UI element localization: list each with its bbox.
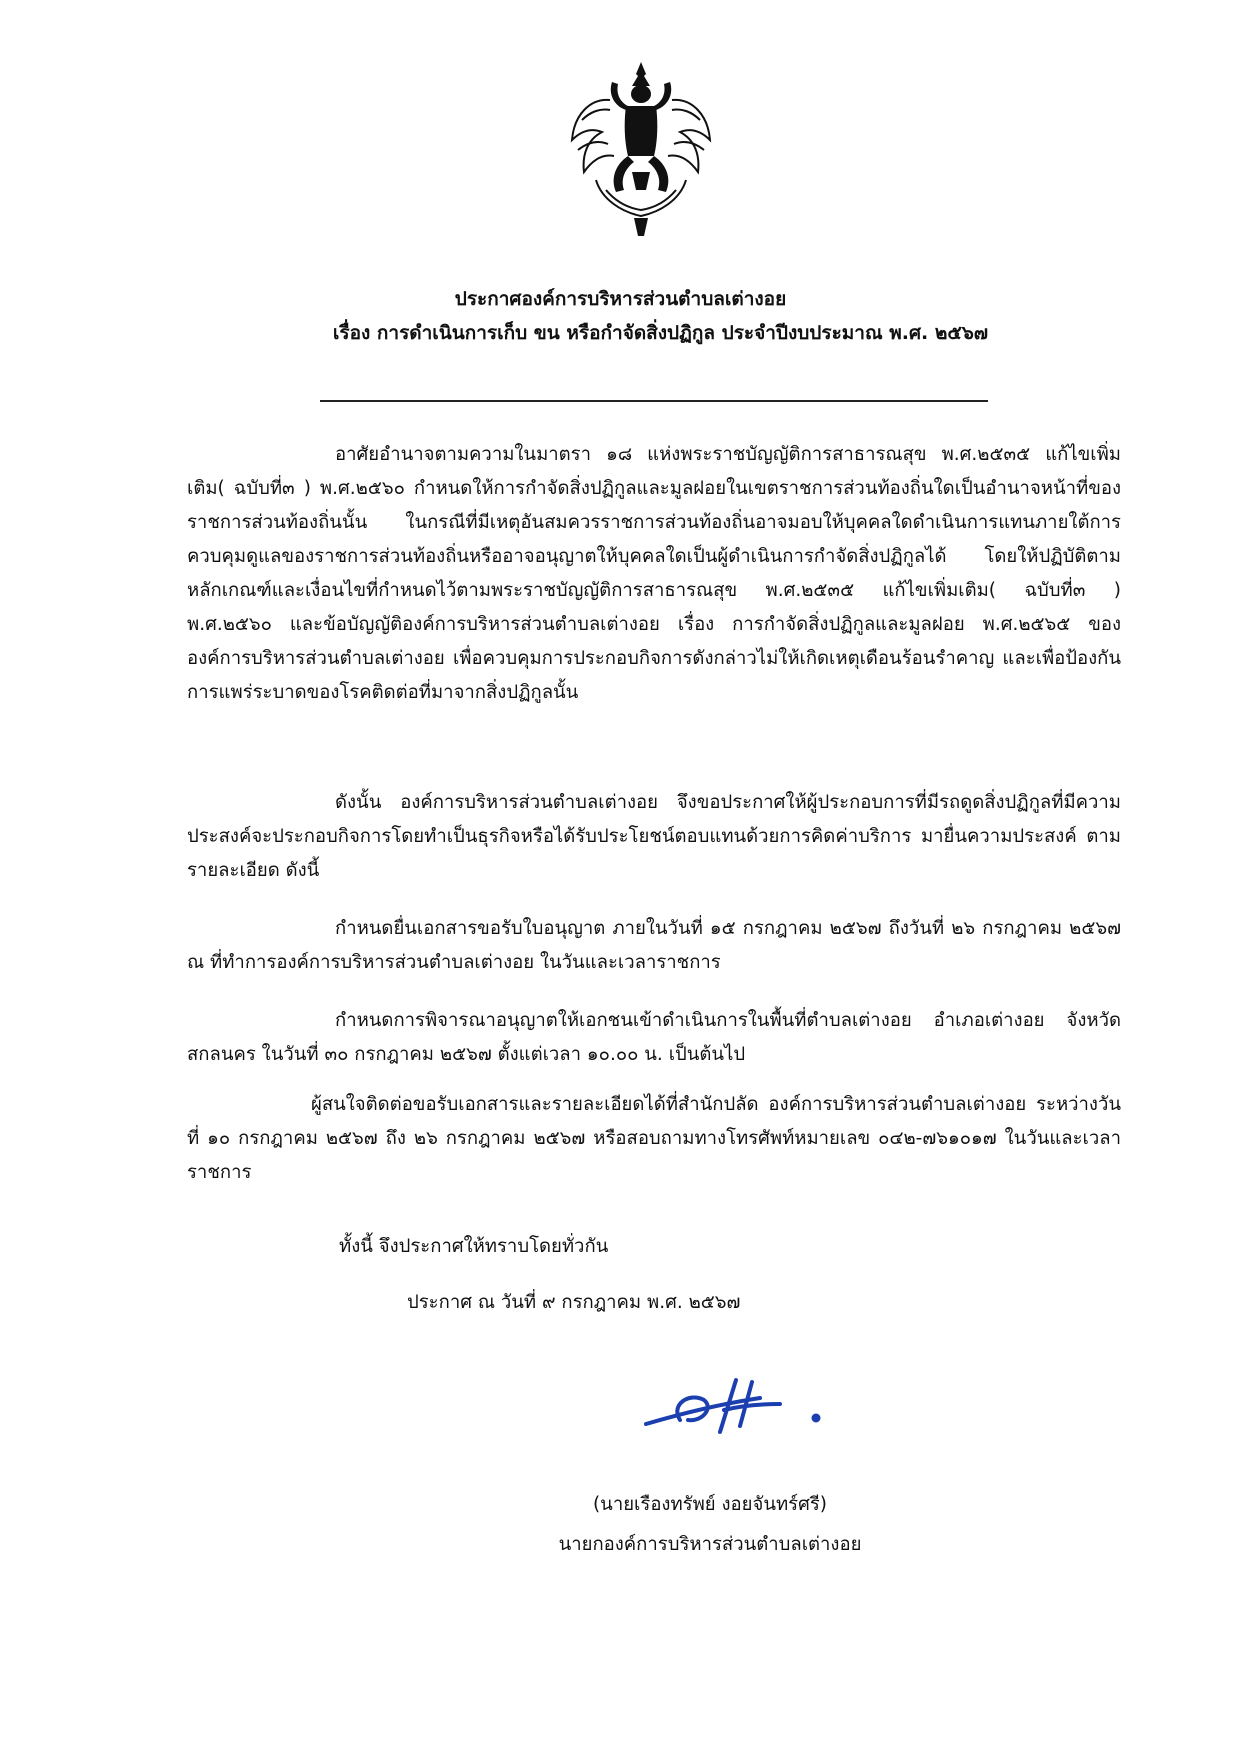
divider-line <box>320 400 988 402</box>
announcement-title: ประกาศองค์การบริหารส่วนตำบลเต่างอย <box>454 288 787 310</box>
signature-image <box>640 1374 840 1446</box>
paragraph-authority <box>187 438 1121 710</box>
announcement-subject: เรื่อง การดำเนินการเก็บ ขน หรือกำจัดสิ่งปฏิกูล ประจำปีงบประมาณ พ.ศ. ๒๕๖๗ <box>332 322 989 344</box>
paragraph-invitation <box>187 786 1121 888</box>
paragraph-text: กำหนดยื่นเอกสารขอรับใบอนุญาต ภายในวันที่ ๑๕ กรกฎาคม ๒๕๖๗ ถึงวันที่ ๒๖ กรกฎาคม ๒๕๖๗ ณ ที่ทำการองค์การบริหารส่วนตำบลเต่างอย ในวันและเวลาราชการ <box>187 918 1121 973</box>
garuda-emblem-icon <box>562 60 720 238</box>
signer-position: นายกองค์การบริหารส่วนตำบลเต่างอย <box>558 1534 862 1555</box>
paragraph-text: อาศัยอำนาจตามความในมาตรา ๑๘ แห่งพระราชบัญญัติการสาธารณสุข พ.ศ.๒๕๓๕ แก้ไขเพิ่มเติม( ฉบับที่๓ ) พ.ศ.๒๕๖๐ กำหนดให้การกำจัดสิ่งปฏิกูลและมูลฝอยในเขตราชการส่วนท้องถิ่นใดเป็นอำนาจหน้าที่ของราชการส่วนท้องถิ่นนั้น ในกรณีที่มีเหตุอันสมควรราชการส่วนท้องถิ่นอาจมอบให้บุคคลใดดำเนินการแทนภายใต้การควบคุมดูแลของราชการส่วนท้องถิ่นหรืออาจอนุญาตให้บุคคลใดเป็นผู้ดำเนินการกำจัดสิ่งปฏิกูลได้ โดยให้ปฏิบัติตามหลักเกณฑ์และเงื่อนไขที่กำหนดไว้ตามพระราชบัญญัติการสาธารณสุข พ.ศ.๒๕๓๕ แก้ไขเพิ่มเติม( ฉบับที่๓ ) พ.ศ.๒๕๖๐ และข้อบัญญัติองค์การบริหารส่วนตำบลเต่างอย เรื่อง การกำจัดสิ่งปฏิกูลและมูลฝอย พ.ศ.๒๕๖๕ ขององค์การบริหารส่วนตำบลเต่างอย เพื่อควบคุมการประกอบกิจการดังกล่าวไม่ให้เกิดเหตุเดือนร้อนรำคาญ และเพื่อป้องกันการแพร่ระบาดของโรคติดต่อที่มาจากสิ่งปฏิกูลนั้น <box>187 444 1121 703</box>
paragraph-text: ผู้สนใจติดต่อขอรับเอกสารและรายละเอียดได้ที่สำนักปลัด องค์การบริหารส่วนตำบลเต่างอย ระหว่างวันที่ ๑๐ กรกฎาคม ๒๕๖๗ ถึง ๒๖ กรกฎาคม ๒๕๖๗ หรือสอบถามทางโทรศัพท์หมายเลข ๐๔๒-๗๖๑๐๑๗ ในวันและเวลาราชการ <box>187 1094 1121 1183</box>
signer-name: (นายเรืองทรัพย์ งอยจันทร์ศรี) <box>592 1494 828 1515</box>
announcement-date: ประกาศ ณ วันที่ ๙ กรกฎาคม พ.ศ. ๒๕๖๗ <box>407 1292 741 1313</box>
paragraph-contact <box>187 1088 1121 1190</box>
paragraph-submission-period <box>187 912 1121 980</box>
paragraph-text: ดังนั้น องค์การบริหารส่วนตำบลเต่างอย จึงขอประกาศให้ผู้ประกอบการที่มีรถดูดสิ่งปฏิกูลที่มีความประสงค์จะประกอบกิจการโดยทำเป็นธุรกิจหรือได้รับประโยชน์ตอบแทนด้วยการคิดค่าบริการ มายื่นความประสงค์ ตามรายละเอียด ดังนี้ <box>187 792 1121 881</box>
paragraph-consideration-date <box>187 1004 1121 1072</box>
closing-statement: ทั้งนี้ จึงประกาศให้ทราบโดยทั่วกัน <box>339 1236 609 1257</box>
paragraph-text: กำหนดการพิจารณาอนุญาตให้เอกชนเข้าดำเนินการในพื้นที่ตำบลเต่างอย อำเภอเต่างอย จังหวัดสกลนคร ในวันที่ ๓๐ กรกฎาคม ๒๕๖๗ ตั้งแต่เวลา ๑๐.๐๐ น. เป็นต้นไป <box>187 1010 1121 1065</box>
